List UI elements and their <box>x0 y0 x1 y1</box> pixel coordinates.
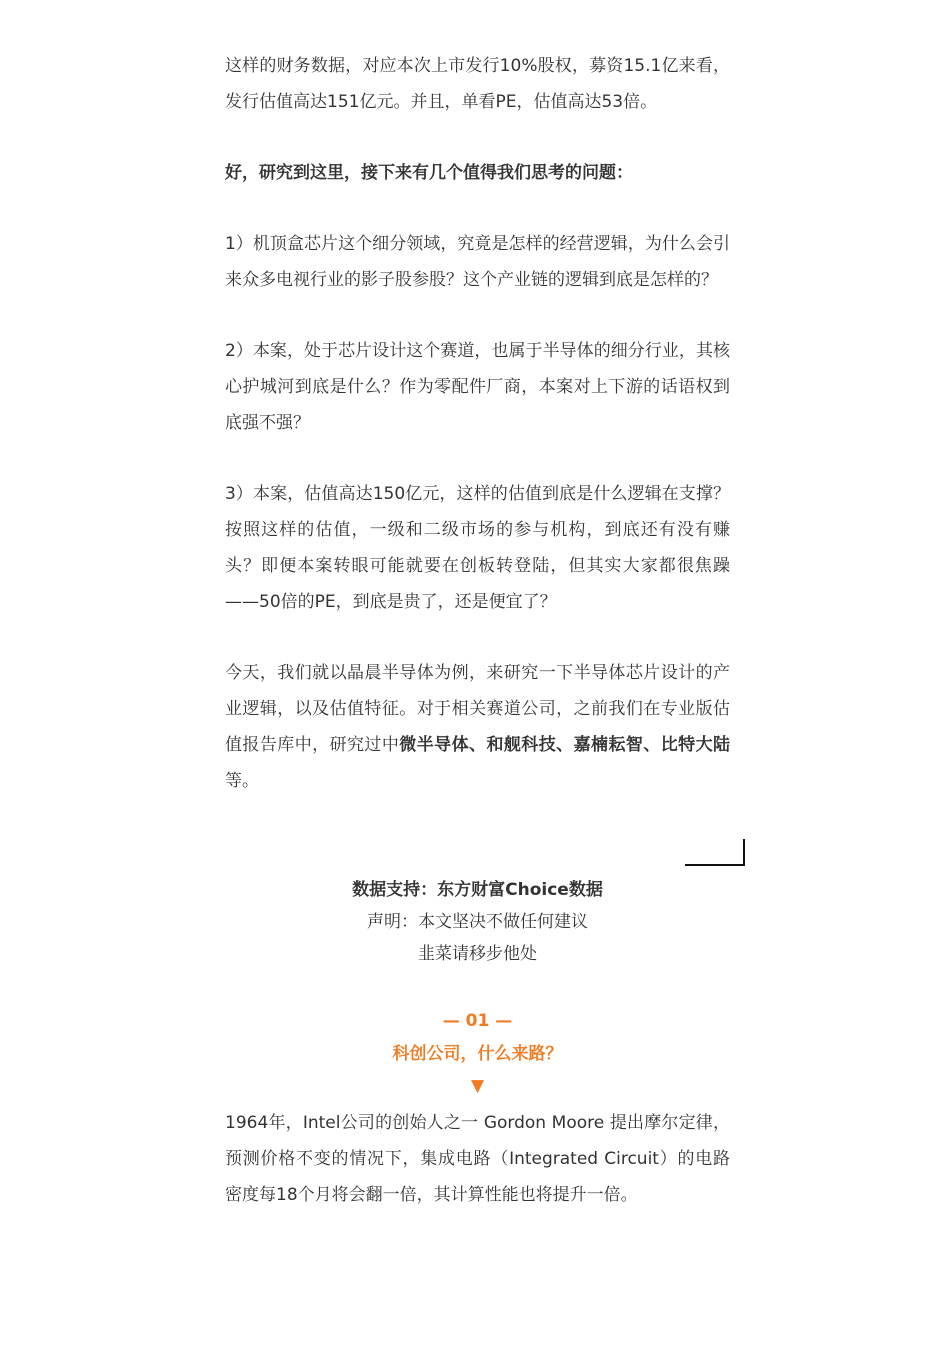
paragraph-question-1: 1）机顶盒芯片这个细分领域，究竟是怎样的经营逻辑，为什么会引来众多电视行业的影子股参股？这个产业链的逻辑到底是怎样的？ <box>225 234 730 290</box>
leeks-line: 韭菜请移步他处 <box>418 944 537 964</box>
section-heading <box>225 1005 730 1101</box>
statement-line: 声明：本文坚决不做任何建议 <box>367 912 588 932</box>
corner-divider <box>685 839 745 866</box>
paragraph-valuation: 这样的财务数据，对应本次上市发行10%股权，募资15.1亿来看，发行估值高达151亿元。并且，单看PE，估值高达53倍。 <box>225 56 730 112</box>
paragraph-today <box>225 655 730 799</box>
section-number: — 01 — <box>442 1011 513 1031</box>
paragraph-moores-law: 1964年，Intel公司的创始人之一 Gordon Moore 提出摩尔定律，预测价格不变的情况下，集成电路（Integrated Circuit）的电路密度每18个月将会翻一倍，其计算性能也将提升一倍。 <box>225 1113 730 1205</box>
paragraph-questions-intro: 好，研究到这里，接下来有几个值得我们思考的问题： <box>225 163 633 183</box>
paragraph-today-companies: 微半导体、和舰科技、嘉楠耘智、比特大陆 <box>399 735 731 755</box>
disclaimer-block <box>225 874 730 970</box>
article-body <box>225 48 730 834</box>
section-body <box>225 1105 730 1213</box>
paragraph-today-text: 今天，我们就以晶晨半导体为例，来研究一下半导体芯片设计的产业逻辑，以及估值特征。对于相关赛道公司，之前我们在专业版估值报告库中，研究过中 <box>225 663 730 755</box>
data-source-line: 数据支持：东方财富Choice数据 <box>352 880 603 900</box>
paragraph-today-end: 等。 <box>225 771 259 791</box>
paragraph-question-2: 2）本案，处于芯片设计这个赛道，也属于半导体的细分行业，其核心护城河到底是什么？作为零配件厂商，本案对上下游的话语权到底强不强？ <box>225 341 730 433</box>
paragraph-question-3: 3）本案，估值高达150亿元，这样的估值到底是什么逻辑在支撑？按照这样的估值，一级和二级市场的参与机构，到底还有没有赚头？即便本案转眼可能就要在创板转登陆，但其实大家都很焦躁——50倍的PE，到底是贵了，还是便宜了？ <box>225 484 730 612</box>
down-triangle-icon: ▼ <box>470 1076 485 1096</box>
section-title: 科创公司，什么来路？ <box>392 1044 563 1064</box>
